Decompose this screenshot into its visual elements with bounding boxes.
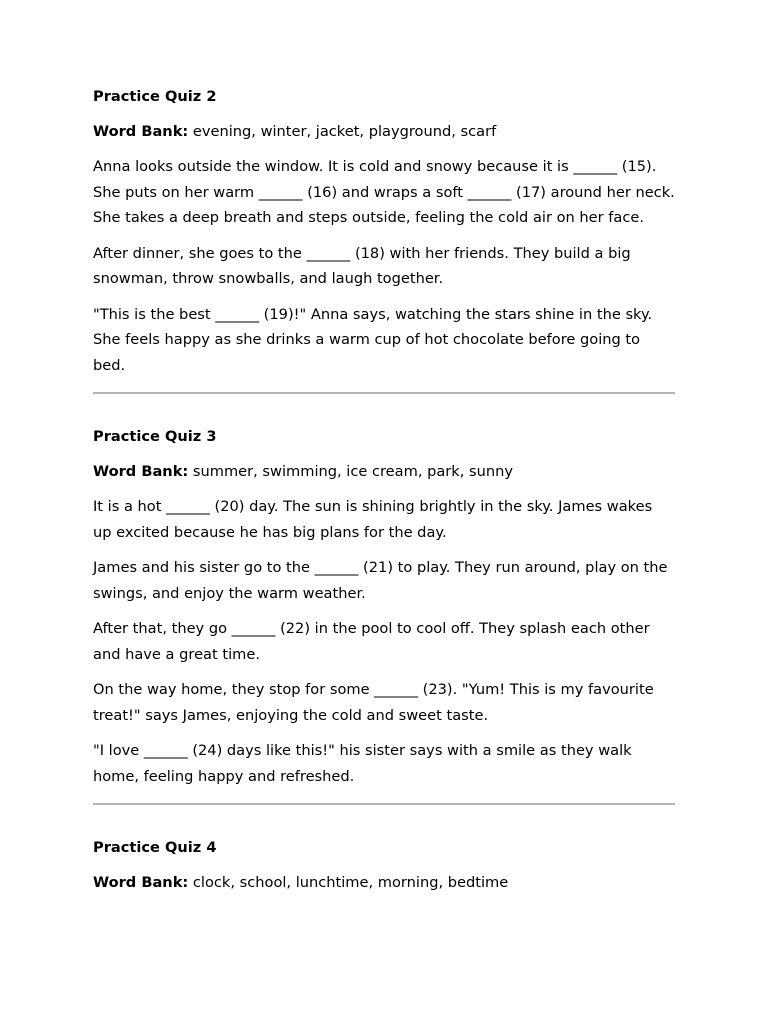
word-bank: [93, 459, 675, 484]
word-bank-words: clock, school, lunchtime, morning, bedtime: [192, 874, 509, 891]
paragraph: "I love ______ (24) days like this!" his sister says with a smile as they walk home, feeling happy and refreshed.: [93, 742, 632, 785]
word-bank: [93, 870, 675, 895]
word-bank-words: evening, winter, jacket, playground, scarf: [192, 123, 497, 140]
quiz-title: Practice Quiz 3: [93, 428, 217, 445]
quiz-4-section: [93, 835, 675, 895]
word-bank-label: Word Bank:: [93, 463, 189, 480]
paragraph: James and his sister go to the ______ (21) to play. They run around, play on the swings, and enjoy the warm weather.: [93, 559, 668, 602]
quiz-title: Practice Quiz 2: [93, 88, 217, 105]
quiz-3-section: [93, 424, 675, 805]
section-divider: [93, 803, 675, 805]
paragraph: After that, they go ______ (22) in the pool to cool off. They splash each other and have a great time.: [93, 620, 650, 663]
word-bank-label: Word Bank:: [93, 874, 189, 891]
word-bank-words: summer, swimming, ice cream, park, sunny: [192, 463, 514, 480]
paragraph: It is a hot ______ (20) day. The sun is shining brightly in the sky. James wakes up excited because he has big plans for the day.: [93, 498, 653, 541]
word-bank: [93, 119, 675, 144]
quiz-title: Practice Quiz 4: [93, 839, 217, 856]
section-divider: [93, 392, 675, 394]
document-page: [93, 84, 675, 905]
word-bank-label: Word Bank:: [93, 123, 189, 140]
paragraph: After dinner, she goes to the ______ (18) with her friends. They build a big snowman, throw snowballs, and laugh together.: [93, 244, 631, 287]
paragraph: "This is the best ______ (19)!" Anna says, watching the stars shine in the sky. She feels happy as she drinks a warm cup of hot chocolate before going to bed.: [93, 305, 653, 374]
paragraph: On the way home, they stop for some ______ (23). "Yum! This is my favourite treat!" says James, enjoying the cold and sweet taste.: [93, 681, 654, 724]
paragraph: Anna looks outside the window. It is cold and snowy because it is ______ (15). She puts on her warm ______ (16) and wraps a soft ______ (17) around her neck. She takes a deep breath and steps outside, feeling the cold air on her face.: [93, 158, 675, 226]
quiz-2-section: [93, 84, 675, 394]
